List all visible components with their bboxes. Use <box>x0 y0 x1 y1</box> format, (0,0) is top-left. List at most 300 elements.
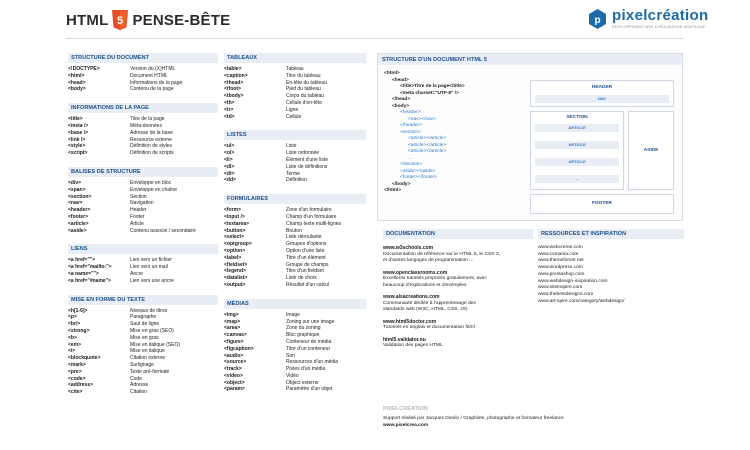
tag-name: <blockquote> <box>68 355 101 362</box>
tag-row <box>224 100 366 107</box>
tag-name: <button> <box>224 227 246 234</box>
tag-row <box>68 187 218 194</box>
tag-name: <map> <box>224 318 241 325</box>
tag-description: Image <box>286 311 300 318</box>
section-title: MISE EN FORME DU TEXTE <box>68 295 218 305</box>
tag-name: <meta /> <box>68 122 89 129</box>
credit-link[interactable]: www.pixelcrea.com <box>383 422 429 428</box>
code-line: <article></article> <box>408 136 447 141</box>
tag-description: Enveloppe en bloc <box>130 179 172 186</box>
tag-description: Ressources d'un média <box>286 359 339 366</box>
tag-name: <strong> <box>68 327 90 334</box>
tag-description: Adresse de la base <box>130 129 173 136</box>
tag-name: <form> <box>224 207 241 214</box>
structure-panel-title: STRUCTURE D'UN DOCUMENT HTML 5 <box>378 54 682 65</box>
diagram-footer-label: FOOTER <box>592 201 612 206</box>
tag-description: Header <box>130 207 147 214</box>
tag-description: Liste déroulante <box>286 234 322 241</box>
tag-description: Saut de ligne <box>130 321 160 328</box>
tag-row <box>224 380 366 387</box>
code-line: <header> <box>400 110 421 115</box>
documentation-link[interactable]: www.w3schools.com <box>383 245 434 251</box>
tag-description: Liste ordonnée <box>286 150 320 157</box>
tag-description: Lien vers un mail <box>130 264 168 271</box>
documentation-description: Validation des pages HTML <box>383 343 443 348</box>
tag-row <box>68 214 218 221</box>
documentation-link[interactable]: www.openclassrooms.com <box>383 269 448 276</box>
tag-name: <base /> <box>68 129 89 136</box>
diagram-section-label: SECTION <box>566 115 588 120</box>
tag-name: <a name=""> <box>68 270 99 277</box>
tag-name: <address> <box>68 382 94 389</box>
tag-description: Contenu de la page <box>130 86 174 93</box>
tag-description: Résultat d'un calcul <box>286 281 330 288</box>
tag-name: <img> <box>224 311 239 318</box>
documentation-entry <box>383 294 533 314</box>
code-line: <title>Titre de la page</title> <box>400 84 465 89</box>
diagram-more-pill: ... <box>535 175 619 183</box>
tag-row <box>68 328 218 335</box>
pixelcreation-badge-icon <box>588 8 607 30</box>
tag-name: <th> <box>224 99 235 106</box>
tag-row <box>224 248 366 255</box>
code-line: <html> <box>384 71 400 76</box>
tag-description: Cellule <box>286 113 302 120</box>
tag-name: <html> <box>68 72 85 79</box>
tag-section <box>68 103 218 157</box>
tag-description: Footer <box>130 213 145 220</box>
tag-row <box>224 177 366 184</box>
documentation-section <box>383 229 533 355</box>
tag-description: Cellule d'en-tête <box>286 99 322 106</box>
tag-name: <header> <box>68 207 91 214</box>
code-line: <aside></aside> <box>400 168 436 174</box>
tag-description: Niveaux de titres <box>130 307 168 314</box>
diagram-article-pill: ARTICLE <box>535 141 619 149</box>
diagram-header-label: HEADER <box>591 85 613 90</box>
tag-name: <source> <box>224 359 247 366</box>
diagram-header-box <box>530 80 674 107</box>
tag-row <box>68 355 218 362</box>
resource-link[interactable]: www.webcreme.com <box>538 245 583 250</box>
documentation-entry <box>383 319 533 332</box>
section-title: LISTES <box>224 130 366 140</box>
tag-description: Liste de définitions <box>286 163 328 170</box>
tag-description: Titre d'un fieldset <box>286 268 324 275</box>
tag-row <box>224 114 366 121</box>
credit-section <box>383 406 683 429</box>
tag-row <box>68 123 218 130</box>
tag-name: <figcaption> <box>224 345 254 352</box>
tag-row <box>68 321 218 328</box>
diagram-article-pill: ARTICLE <box>535 124 619 132</box>
tag-description: Champ d'un formulaire <box>286 213 337 220</box>
resource-link[interactable]: www.csmania.com <box>538 251 579 257</box>
tag-row <box>224 221 366 228</box>
tag-description: Mise en gras <box>130 334 159 341</box>
tag-description: Enveloppe en chaîne <box>130 186 177 193</box>
html5-shield-icon <box>111 9 129 31</box>
tag-name: <legend> <box>224 268 246 275</box>
title-html: HTML <box>66 11 109 29</box>
tag-row <box>224 143 366 150</box>
tag-row <box>224 353 366 360</box>
section-title: STRUCTURE DU DOCUMENT <box>68 53 218 63</box>
tag-row <box>68 389 218 396</box>
tag-section <box>224 299 366 394</box>
documentation-title: DOCUMENTATION <box>383 229 533 239</box>
tag-row <box>224 241 366 248</box>
resource-link[interactable]: www.art-spire.com/category/webdesign/ <box>538 298 625 304</box>
column-tables-forms-media <box>224 53 366 403</box>
tag-name: <cite> <box>68 389 83 396</box>
section-title: LIENS <box>68 244 218 254</box>
tag-row <box>68 348 218 355</box>
tag-row <box>224 332 366 339</box>
diagram-article-pill: ARTICLE <box>535 158 619 166</box>
tag-name: <textarea> <box>224 220 250 227</box>
tag-row <box>224 107 366 114</box>
tag-name: <nav> <box>68 200 83 207</box>
tag-name: <article> <box>68 220 89 227</box>
tag-name: <track> <box>224 366 242 373</box>
tag-row <box>68 362 218 369</box>
documentation-description: Communauté dédiée à l'apprentissage des <box>383 300 476 306</box>
tag-description: Object externe <box>286 379 319 386</box>
logo-wordmark: pixelcréation <box>612 7 709 24</box>
tag-name: <li> <box>224 156 233 163</box>
tag-description: Texte pré-formaté <box>130 368 170 375</box>
tag-name: <br/> <box>68 321 81 328</box>
tag-name: <link /> <box>68 136 86 143</box>
documentation-description: Excellents tutoriels proposés gratuitement, avec <box>383 276 487 281</box>
tag-description: Champ texte multi-lignes <box>286 220 342 227</box>
tag-row <box>224 339 366 346</box>
tag-row <box>68 143 218 150</box>
tag-name: <param> <box>224 386 245 393</box>
tag-description: Terme <box>286 170 300 177</box>
tag-row <box>68 180 218 187</box>
tag-description: Bloc graphique <box>286 332 320 339</box>
code-line: <head> <box>392 77 409 83</box>
tag-row <box>68 207 218 214</box>
tag-row <box>224 268 366 275</box>
tag-name: <tr> <box>224 106 234 113</box>
tag-description: Document HTML <box>130 72 168 79</box>
tag-description: Zoning sur une image <box>286 318 335 325</box>
tag-row <box>68 376 218 383</box>
tag-row <box>68 264 218 271</box>
tag-row <box>68 314 218 321</box>
tag-name: <output> <box>224 281 246 288</box>
tag-row <box>224 359 366 366</box>
tag-name: <p> <box>68 314 77 321</box>
resource-link[interactable]: www.thebestdesigns.com <box>538 291 594 297</box>
tag-description: Groupes d'options <box>286 241 327 248</box>
tag-description: Citation <box>130 389 147 396</box>
tag-row <box>224 325 366 332</box>
tag-description: Ancre <box>130 270 144 277</box>
diagram-section-box <box>530 111 624 190</box>
tag-description: Lien vers une ancre <box>130 277 174 284</box>
tag-name: <a href=""> <box>68 257 96 264</box>
tag-description: Paramètre d'un objet <box>286 386 333 393</box>
logo-tagline: DÉVELOPPEMENT WEB & RÉALISATION GRAPHIQUE <box>612 25 706 29</box>
code-line: <meta charset="UTF-8" /> <box>400 90 459 96</box>
tag-description: Son <box>286 352 295 359</box>
tag-name: <area> <box>224 325 241 332</box>
resources-section <box>538 229 684 305</box>
tag-name: <caption> <box>224 72 248 79</box>
tag-description: Adresse <box>130 382 149 389</box>
resources-title: RESSOURCES ET INSPIRATION <box>538 229 684 239</box>
tag-description: Vidéo <box>286 372 299 379</box>
credit-text: Support réalisé par Jacques Danilo / Graphiste, photographe et formateur freelance <box>383 416 564 421</box>
tag-row <box>68 116 218 123</box>
pixelcreation-logo <box>588 8 708 30</box>
documentation-description: et d'autres langages de programmation ... <box>383 258 474 263</box>
tag-name: <div> <box>68 179 82 186</box>
tag-description: Section <box>130 193 147 200</box>
tag-description: Conteneur de média <box>286 338 332 345</box>
code-line: <article></article> <box>408 149 447 154</box>
tag-section <box>224 130 366 184</box>
code-line: </header> <box>400 123 422 128</box>
tag-name: <tbody> <box>224 93 244 100</box>
tag-description: Pied du tableau <box>286 86 321 93</box>
documentation-description: beaucoup d'explications et d'exemples <box>383 282 467 288</box>
tag-name: <audio> <box>224 352 244 359</box>
tag-name: <mark> <box>68 361 86 368</box>
tag-row <box>68 221 218 228</box>
resource-link[interactable]: www.wordpress.com <box>538 265 583 271</box>
code-line: <body> <box>392 103 410 109</box>
section-title: FORMULAIRES <box>224 194 366 204</box>
documentation-link[interactable]: www.html5doctor.com <box>383 318 437 325</box>
tag-description: Version du (X)HTML <box>130 66 176 72</box>
tag-row <box>68 137 218 144</box>
diagram-nav-pill: NAV <box>535 95 669 103</box>
tag-section <box>68 295 218 396</box>
tag-row <box>68 342 218 349</box>
code-line: <article></article> <box>408 142 447 148</box>
tag-description: Navigation <box>130 200 154 207</box>
tag-description: Liste <box>286 143 297 150</box>
tag-name: <pre> <box>68 368 82 375</box>
tag-row <box>224 262 366 269</box>
documentation-description: Tutoriels en anglais et documentation html <box>383 325 475 330</box>
tag-name: <a href="#name"> <box>68 277 111 284</box>
tag-name: <video> <box>224 372 243 379</box>
tag-row <box>68 80 218 87</box>
tag-row <box>224 171 366 178</box>
tag-name: <em> <box>68 341 82 348</box>
tag-row <box>224 312 366 319</box>
documentation-entry <box>383 270 533 290</box>
documentation-link[interactable]: html5.validator.nu <box>383 336 426 343</box>
tag-name: <span> <box>68 186 86 193</box>
tag-name: <td> <box>224 113 235 120</box>
tag-name: <!DOCTYPE> <box>68 66 100 72</box>
tag-description: Titre du tableau <box>286 72 321 79</box>
tag-row <box>68 308 218 315</box>
tag-row <box>68 200 218 207</box>
tag-row <box>224 164 366 171</box>
tag-name: <a href="mailto:"> <box>68 264 112 271</box>
tag-description: Citation externe <box>130 355 166 362</box>
svg-text:p: p <box>594 15 601 26</box>
tag-description: Ligne <box>286 106 299 113</box>
tag-row <box>68 73 218 80</box>
documentation-description: Documentation de référence sur le HTML 5, le CSS 3, <box>383 251 500 257</box>
resource-link[interactable]: www.webdesign-inspiration.com <box>538 278 608 284</box>
tag-name: <head> <box>68 79 86 86</box>
tag-section <box>68 244 218 284</box>
tag-name: <aside> <box>68 227 87 234</box>
tag-name: <b> <box>68 334 77 341</box>
tag-row <box>224 319 366 326</box>
tag-row <box>68 369 218 376</box>
tag-name: <input /> <box>224 213 245 220</box>
tag-description: Définition de styles <box>130 143 172 150</box>
tag-row <box>224 275 366 282</box>
tag-row <box>224 282 366 289</box>
tag-name: <script> <box>68 150 88 157</box>
tag-description: Mise en gras (SEO) <box>130 327 174 334</box>
documentation-description: standards web (W3C, HTML, CSS, JS) <box>383 307 468 312</box>
tag-description: Titre d'un conteneur <box>286 345 331 352</box>
tag-row <box>68 194 218 201</box>
tag-description: Pistes d'un média <box>286 366 326 373</box>
title-pense-bete: PENSE-BÊTE <box>132 11 231 29</box>
resource-link[interactable]: www.prestashop.com <box>538 271 585 277</box>
diagram-footer-box <box>530 194 674 214</box>
code-line: </body> <box>392 181 411 187</box>
code-line: ... <box>408 155 412 161</box>
tag-row <box>68 271 218 278</box>
tag-name: <code> <box>68 375 86 382</box>
tag-description: Mise en italique <box>130 348 165 355</box>
tag-description: Ressource externe <box>130 136 172 143</box>
code-line: <footer></footer> <box>400 175 438 180</box>
tag-row <box>68 86 218 93</box>
tag-name: <figure> <box>224 338 244 345</box>
tag-name: <datalist> <box>224 275 248 282</box>
column-basics <box>68 53 218 406</box>
tag-name: <ul> <box>224 143 235 150</box>
tag-description: Groupe de champs <box>286 261 329 268</box>
tag-description: Définition <box>286 177 307 184</box>
section-title: MÉDIAS <box>224 299 366 309</box>
code-line: </head> <box>392 97 411 102</box>
tag-description: Bouton <box>286 227 302 234</box>
cheat-sheet-title <box>66 6 230 34</box>
tag-name: <i> <box>68 348 76 355</box>
tag-description: Titre d'un élément <box>286 254 326 261</box>
tag-row <box>68 150 218 157</box>
tag-name: <label> <box>224 254 242 261</box>
tag-name: <ol> <box>224 150 235 157</box>
tag-description: Zone d'un formulaire <box>286 207 332 214</box>
tag-row <box>68 335 218 342</box>
tag-name: <style> <box>68 143 86 150</box>
code-line: </html> <box>384 188 402 193</box>
tag-description: Contenu associé / secondaire <box>130 227 196 234</box>
tag-name: <body> <box>68 86 86 93</box>
tag-name: <option> <box>224 247 246 254</box>
tag-row <box>68 278 218 285</box>
tag-name: <table> <box>224 66 242 72</box>
tag-description: Surlignage <box>130 361 154 368</box>
tag-name: <select> <box>224 234 245 241</box>
section-title: TABLEAUX <box>224 53 366 63</box>
tag-name: <canvas> <box>224 332 247 339</box>
tag-name: <dl> <box>224 163 235 170</box>
tag-description: Corps du tableau <box>286 93 325 100</box>
tag-row <box>68 130 218 137</box>
tag-name: <tfoot> <box>224 86 241 93</box>
tag-row <box>224 150 366 157</box>
tag-description: Méta-données <box>130 122 162 129</box>
tag-row <box>224 366 366 373</box>
tag-description: Informations de la page <box>130 79 183 86</box>
tag-description: Définition de scripts <box>130 150 174 157</box>
tag-name: <footer> <box>68 213 89 220</box>
resource-link[interactable]: www.siteinspire.com <box>538 285 583 291</box>
tag-description: Code <box>130 375 142 382</box>
diagram-aside-box <box>628 111 674 190</box>
tag-name: <object> <box>224 379 245 386</box>
tag-section <box>68 167 218 234</box>
tag-description: Paragraphe <box>130 314 157 321</box>
tag-name: <h[1-6]> <box>68 307 88 314</box>
documentation-link[interactable]: www.alsacreations.com <box>383 294 440 300</box>
tag-row <box>68 257 218 264</box>
code-line: <section> <box>400 129 421 135</box>
tag-description: Article <box>130 220 144 227</box>
tag-name: <title> <box>68 116 83 123</box>
html5-structure-panel <box>377 53 683 221</box>
tag-description: Mise en italique (SEO) <box>130 341 181 348</box>
credit-title: PIXELCRÉATION <box>383 406 428 412</box>
tag-row <box>224 73 366 80</box>
tag-description: En-tête du tableau <box>286 79 327 86</box>
header-divider <box>66 38 684 39</box>
tag-section <box>68 53 218 93</box>
tag-row <box>224 346 366 353</box>
tag-row <box>224 214 366 221</box>
layout-diagram <box>530 80 674 218</box>
tag-name: <section> <box>68 193 92 200</box>
tag-row <box>68 228 218 235</box>
tag-row <box>68 382 218 389</box>
tag-name: <dt> <box>224 170 235 177</box>
tag-name: <dd> <box>224 177 236 184</box>
documentation-entry <box>383 337 533 350</box>
tag-row <box>224 157 366 164</box>
code-line: <nav></nav> <box>408 116 437 122</box>
tag-description: Titre de la page <box>130 116 165 123</box>
svg-text:5: 5 <box>117 15 124 27</box>
tag-row <box>224 228 366 235</box>
tag-description: Option d'une liste <box>286 247 325 254</box>
resource-link[interactable]: www.themeforest.net <box>538 258 584 264</box>
tag-row <box>224 93 366 100</box>
tag-row <box>224 207 366 214</box>
tag-row <box>224 386 366 393</box>
tag-description: Tableau <box>286 66 304 72</box>
tag-row <box>224 80 366 87</box>
